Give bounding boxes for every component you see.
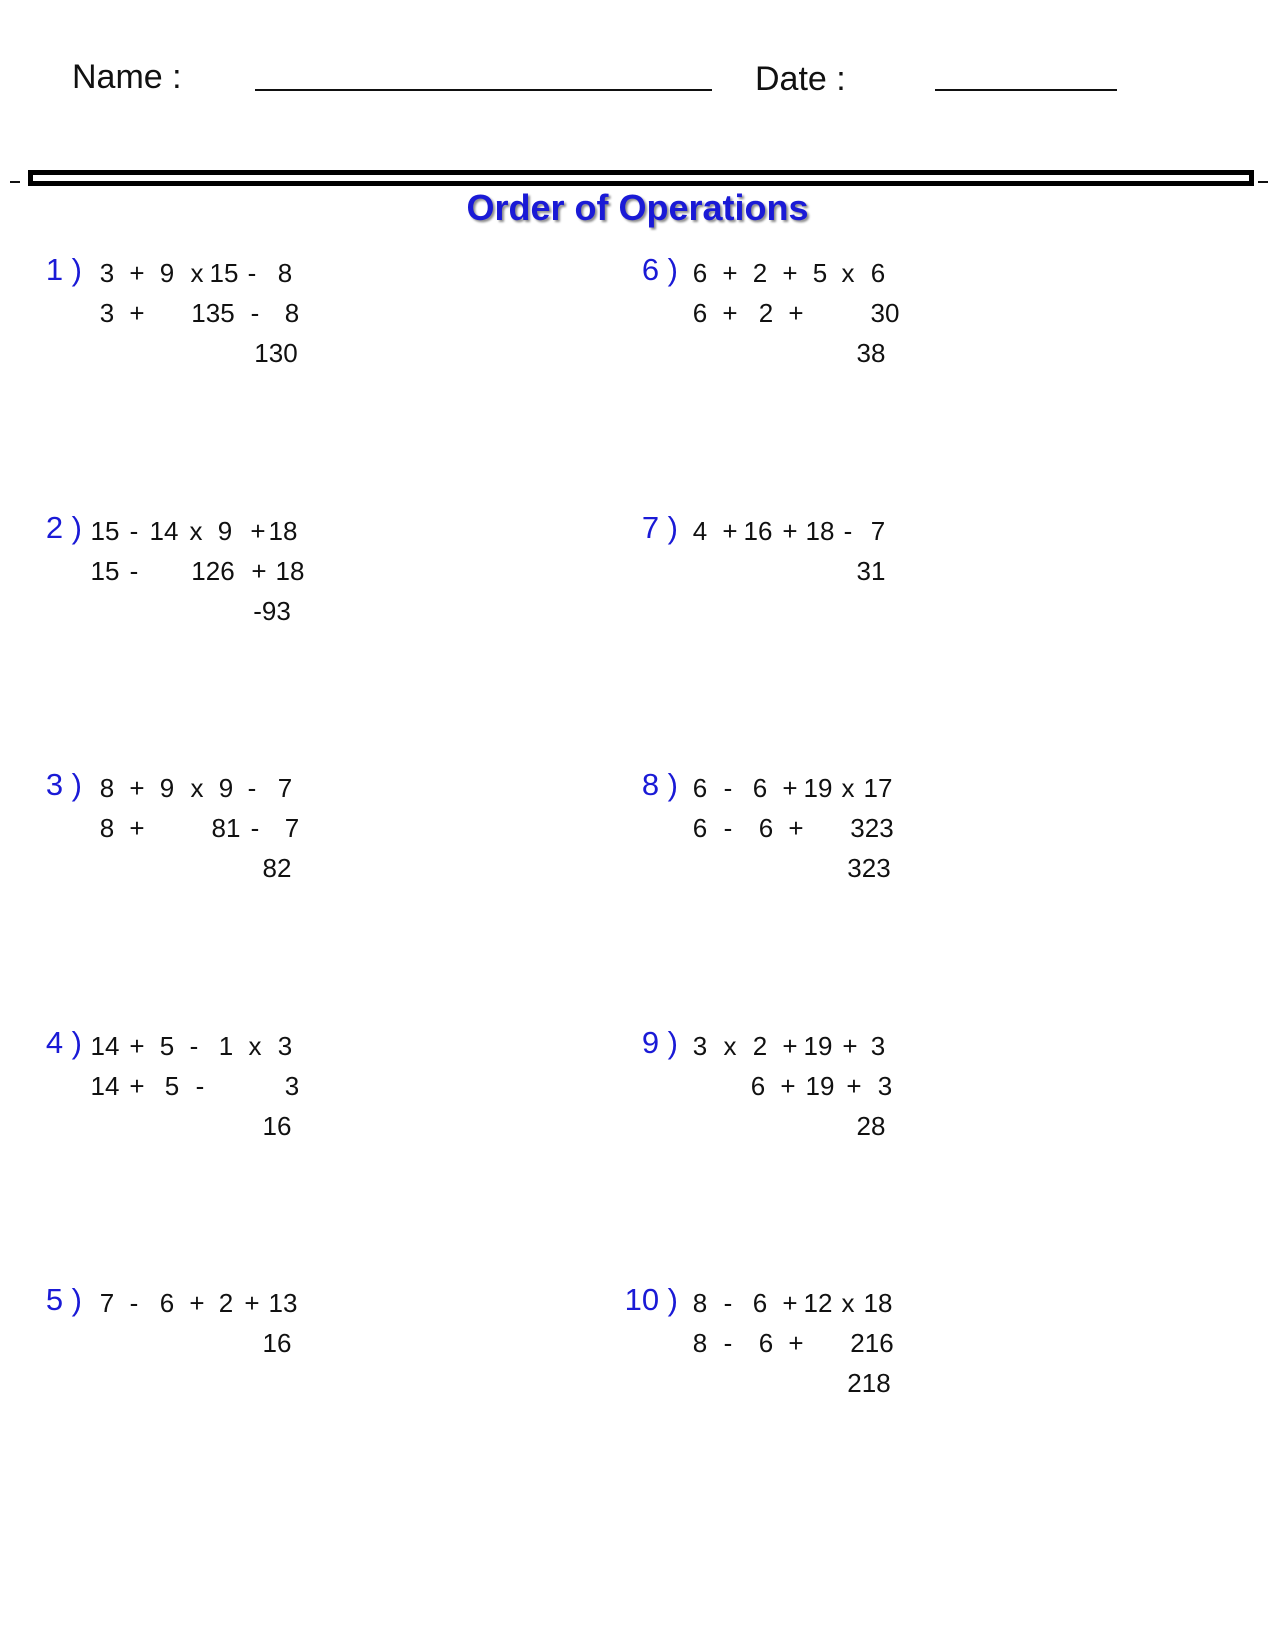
expression-token: 6 bbox=[870, 258, 886, 288]
expression-token: 323 bbox=[847, 853, 891, 883]
expression-token: + bbox=[780, 1071, 796, 1101]
expression-token: 216 bbox=[850, 1328, 894, 1358]
expression-token: + bbox=[129, 1071, 145, 1101]
expression-token: + bbox=[722, 516, 738, 546]
expression-token: - bbox=[189, 1031, 199, 1061]
expression-token: + bbox=[788, 1328, 804, 1358]
expression-token: 3 bbox=[284, 1071, 300, 1101]
expression-token: 12 bbox=[803, 1288, 833, 1318]
expression-token: 6 bbox=[692, 298, 708, 328]
expression-token: + bbox=[129, 773, 145, 803]
expression-token: - bbox=[129, 556, 139, 586]
expression-token: 9 bbox=[159, 773, 175, 803]
expression-token: 1 bbox=[218, 1031, 234, 1061]
expression-token: 19 bbox=[803, 1031, 833, 1061]
expression-token: 14 bbox=[149, 516, 179, 546]
expression-token: 5 bbox=[159, 1031, 175, 1061]
problem-number: 3 ) bbox=[45, 767, 82, 802]
expression-token: 2 bbox=[758, 298, 774, 328]
expression-token: + bbox=[250, 516, 266, 546]
expression-token: 8 bbox=[692, 1288, 708, 1318]
expression-token: 14 bbox=[90, 1031, 120, 1061]
expression-token: + bbox=[722, 258, 738, 288]
expression-token: + bbox=[129, 258, 145, 288]
problem-number: 2 ) bbox=[45, 510, 82, 545]
expression-token: 6 bbox=[758, 813, 774, 843]
problem-number: 7 ) bbox=[641, 510, 678, 545]
expression-token: 18 bbox=[805, 516, 835, 546]
expression-token: 6 bbox=[692, 773, 708, 803]
expression-token: 19 bbox=[803, 773, 833, 803]
expression-token: 135 bbox=[191, 298, 235, 328]
expression-token: 323 bbox=[850, 813, 894, 843]
name-label: Name : bbox=[72, 58, 182, 96]
expression-token: 13 bbox=[268, 1288, 298, 1318]
expression-token: 2 bbox=[752, 1031, 768, 1061]
rule-tick-left bbox=[10, 181, 20, 183]
expression-token: - bbox=[195, 1071, 205, 1101]
double-rule bbox=[28, 170, 1254, 186]
expression-token: 7 bbox=[99, 1288, 115, 1318]
expression-token: + bbox=[251, 556, 267, 586]
expression-token: + bbox=[782, 516, 798, 546]
expression-token: 28 bbox=[856, 1111, 886, 1141]
expression-token: + bbox=[129, 298, 145, 328]
expression-token: 9 bbox=[159, 258, 175, 288]
expression-token: -93 bbox=[253, 596, 291, 626]
expression-token: 218 bbox=[847, 1368, 891, 1398]
expression-token: x bbox=[190, 773, 204, 803]
expression-token: + bbox=[244, 1288, 260, 1318]
problem-number: 4 ) bbox=[45, 1025, 82, 1060]
expression-token: 81 bbox=[211, 813, 241, 843]
expression-token: 6 bbox=[752, 773, 768, 803]
expression-token: 17 bbox=[863, 773, 893, 803]
expression-token: x bbox=[723, 1031, 737, 1061]
expression-token: + bbox=[788, 813, 804, 843]
expression-token: - bbox=[723, 1328, 733, 1358]
expression-token: x bbox=[841, 258, 855, 288]
expression-token: - bbox=[250, 813, 260, 843]
expression-token: 14 bbox=[90, 1071, 120, 1101]
expression-token: 15 bbox=[90, 516, 120, 546]
expression-token: 3 bbox=[870, 1031, 886, 1061]
expression-token: + bbox=[846, 1071, 862, 1101]
expression-token: - bbox=[247, 773, 257, 803]
expression-token: 6 bbox=[159, 1288, 175, 1318]
expression-token: + bbox=[189, 1288, 205, 1318]
problem-number: 5 ) bbox=[45, 1282, 82, 1317]
expression-token: 3 bbox=[99, 298, 115, 328]
problem-number: 10 ) bbox=[624, 1282, 678, 1317]
expression-token: - bbox=[250, 298, 260, 328]
worksheet-title: Order of Operations bbox=[466, 187, 809, 228]
expression-token: x bbox=[190, 258, 204, 288]
expression-token: 31 bbox=[856, 556, 886, 586]
expression-token: 8 bbox=[99, 773, 115, 803]
expression-token: 16 bbox=[743, 516, 773, 546]
expression-token: 18 bbox=[863, 1288, 893, 1318]
date-line[interactable] bbox=[935, 89, 1117, 91]
expression-token: 2 bbox=[752, 258, 768, 288]
expression-token: 8 bbox=[284, 298, 300, 328]
expression-token: x bbox=[841, 1288, 855, 1318]
expression-token: 2 bbox=[218, 1288, 234, 1318]
expression-token: 7 bbox=[870, 516, 886, 546]
expression-token: x bbox=[248, 1031, 262, 1061]
expression-token: 7 bbox=[277, 773, 293, 803]
expression-token: 16 bbox=[262, 1111, 292, 1141]
expression-token: - bbox=[723, 813, 733, 843]
expression-token: 15 bbox=[90, 556, 120, 586]
expression-token: - bbox=[723, 773, 733, 803]
rule-tick-right bbox=[1258, 181, 1268, 183]
expression-token: 3 bbox=[99, 258, 115, 288]
expression-token: - bbox=[843, 516, 853, 546]
expression-token: 18 bbox=[268, 516, 298, 546]
expression-token: 19 bbox=[805, 1071, 835, 1101]
expression-token: 8 bbox=[99, 813, 115, 843]
expression-token: 9 bbox=[218, 773, 234, 803]
expression-token: - bbox=[129, 516, 139, 546]
expression-token: 5 bbox=[164, 1071, 180, 1101]
expression-token: 6 bbox=[692, 258, 708, 288]
expression-token: + bbox=[788, 298, 804, 328]
expression-token: + bbox=[722, 298, 738, 328]
expression-token: 126 bbox=[191, 556, 235, 586]
expression-token: 130 bbox=[254, 338, 298, 368]
expression-token: x bbox=[189, 516, 203, 546]
expression-token: 6 bbox=[750, 1071, 766, 1101]
expression-token: 8 bbox=[277, 258, 293, 288]
problem-number: 1 ) bbox=[45, 252, 82, 287]
expression-token: 4 bbox=[692, 516, 708, 546]
expression-token: x bbox=[841, 773, 855, 803]
problem-number: 6 ) bbox=[641, 252, 678, 287]
expression-token: - bbox=[247, 258, 257, 288]
expression-token: + bbox=[129, 1031, 145, 1061]
expression-token: 6 bbox=[758, 1328, 774, 1358]
expression-token: 3 bbox=[277, 1031, 293, 1061]
expression-token: 16 bbox=[262, 1328, 292, 1358]
expression-token: + bbox=[782, 773, 798, 803]
expression-token: - bbox=[129, 1288, 139, 1318]
expression-token: 15 bbox=[209, 258, 239, 288]
expression-token: 82 bbox=[262, 853, 292, 883]
expression-token: + bbox=[782, 1288, 798, 1318]
expression-token: 3 bbox=[877, 1071, 893, 1101]
expression-token: + bbox=[129, 813, 145, 843]
expression-token: 9 bbox=[217, 516, 233, 546]
date-label: Date : bbox=[755, 60, 846, 98]
expression-token: 8 bbox=[692, 1328, 708, 1358]
expression-token: 30 bbox=[870, 298, 900, 328]
expression-token: 38 bbox=[856, 338, 886, 368]
problem-number: 9 ) bbox=[641, 1025, 678, 1060]
expression-token: + bbox=[842, 1031, 858, 1061]
expression-token: 5 bbox=[812, 258, 828, 288]
expression-token: + bbox=[782, 258, 798, 288]
expression-token: 7 bbox=[284, 813, 300, 843]
expression-token: 6 bbox=[752, 1288, 768, 1318]
expression-token: 18 bbox=[275, 556, 305, 586]
problem-number: 8 ) bbox=[641, 767, 678, 802]
name-line[interactable] bbox=[255, 89, 712, 91]
expression-token: 6 bbox=[692, 813, 708, 843]
expression-token: 3 bbox=[692, 1031, 708, 1061]
expression-token: - bbox=[723, 1288, 733, 1318]
expression-token: + bbox=[782, 1031, 798, 1061]
